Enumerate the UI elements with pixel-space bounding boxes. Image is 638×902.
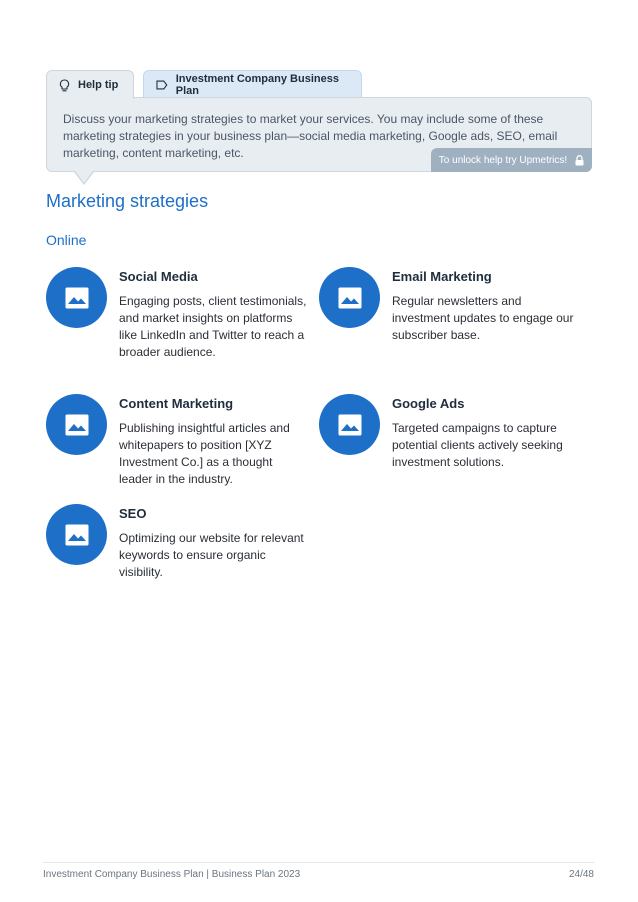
- strategy-title: Social Media: [119, 269, 198, 284]
- help-tip-box: [46, 97, 592, 172]
- strategy-icon-circle: [46, 394, 107, 455]
- tip-pointer: [75, 171, 93, 183]
- strategy-title: Content Marketing: [119, 396, 234, 411]
- strategy-icon-circle: [46, 267, 107, 328]
- tab-help-label: Help tip: [78, 79, 119, 91]
- footer-document-title: Investment Company Business Plan | Business Plan 2023: [43, 869, 301, 880]
- unlock-help-button[interactable]: [431, 148, 592, 172]
- image-icon: [338, 414, 362, 436]
- image-icon: [65, 287, 89, 309]
- strategy-title: Google Ads: [392, 396, 465, 411]
- subsection-title: Online: [46, 232, 87, 248]
- unlock-label: To unlock help try Upmetrics!: [438, 154, 568, 166]
- image-icon: [338, 287, 362, 309]
- strategy-title: Email Marketing: [392, 269, 492, 284]
- tab-plan-label: Investment Company Business Plan: [175, 72, 339, 97]
- section-title: Marketing strategies: [46, 191, 209, 211]
- strategy-icon-circle: [319, 267, 380, 328]
- lock-icon: [575, 155, 584, 166]
- strategy-icon-circle: [319, 394, 380, 455]
- tab-help-tip[interactable]: [46, 70, 134, 99]
- image-icon: [65, 524, 89, 546]
- strategy-icon-circle: [46, 504, 107, 565]
- tab-business-plan[interactable]: [143, 70, 362, 98]
- image-icon: [65, 414, 89, 436]
- tag-icon: [156, 80, 168, 90]
- help-tip-text: Discuss your marketing strategies to market your services. You may include some of these marketing strategies in your business plan—social media marketing, Google ads, SEO, email marketing, content marketing, etc.: [63, 112, 558, 160]
- lightbulb-icon: [59, 79, 70, 92]
- footer-page-number: 24/48: [568, 869, 594, 880]
- footer-divider: [43, 862, 594, 863]
- strategy-description: Engaging posts, client testimonials, and market insights on platforms like LinkedIn and Twitter to reach a broader audience.: [119, 294, 307, 359]
- strategy-title: SEO: [119, 506, 147, 521]
- strategy-description: Optimizing our website for relevant keywords to ensure organic visibility.: [119, 531, 304, 579]
- strategy-description: Publishing insightful articles and whitepapers to position [XYZ Investment Co.] as a thought leader in the industry.: [119, 421, 290, 486]
- strategy-description: Targeted campaigns to capture potential clients actively seeking investment solutions.: [392, 421, 563, 469]
- strategy-description: Regular newsletters and investment updates to engage our subscriber base.: [392, 294, 574, 342]
